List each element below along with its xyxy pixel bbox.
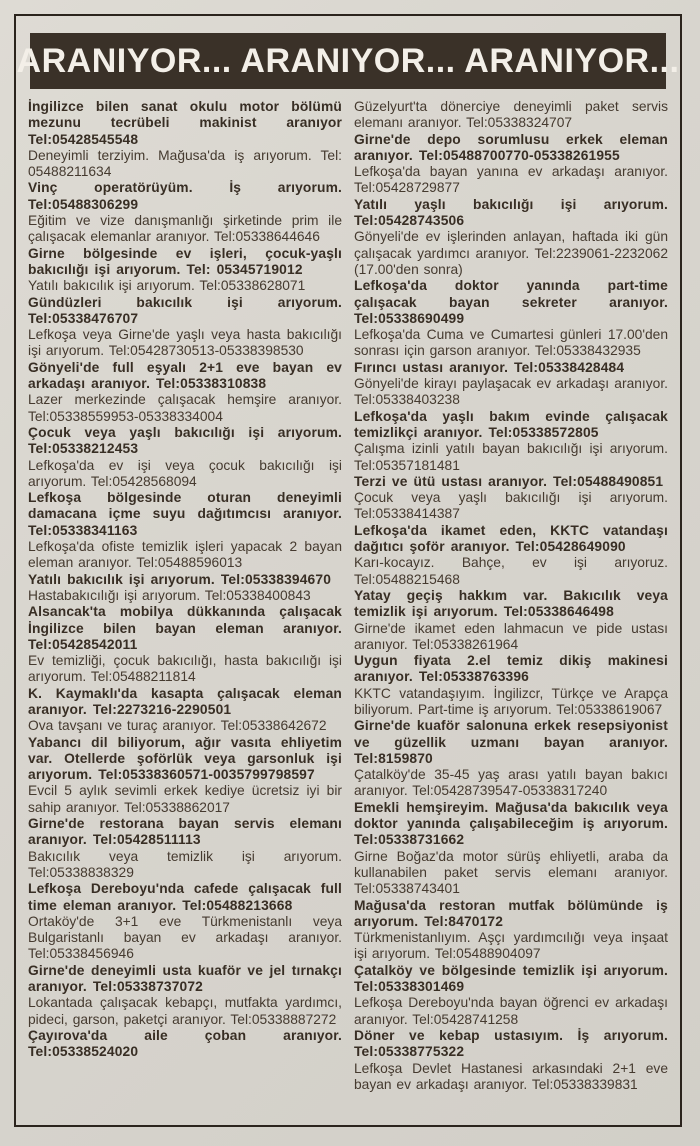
classified-ad: Lefkoşa bölgesinde oturan deneyimli damacana içme suyu dağıtımcısı aranıyor. Tel:05338341163 [28,490,342,538]
classified-ad: Yatılı yaşlı bakıcılığı işi arıyorum. Tel:05428743506 [354,196,668,229]
classified-ad: Uygun fiyata 2.el temiz dikiş makinesi aranıyor. Tel:05338763396 [354,653,668,685]
section-header [16,33,680,89]
right-column [354,99,668,1093]
classified-ad: Lokantada çalışacak kebapçı, mutfakta yardımcı, pideci, garson, paketçi aranıyor. Tel:05338887272 [28,995,342,1027]
classified-ad: Lefkoşa'da bayan yanına ev arkadaşı aranıyor. Tel:05428729877 [354,164,668,196]
classified-ad: Karı-kocayız. Bahçe, ev işi arıyoruz. Tel:05488215468 [354,555,668,587]
classified-ad: Yabancı dil biliyorum, ağır vasıta ehliyetim var. Otellerde şoförlük veya garsonluk işi arıyorum. Tel:05338360571-0035799798597 [28,734,342,783]
classified-ad: Lazer merkezinde çalışacak hemşire aranıyor. Tel:05338559953-05338334004 [28,392,342,424]
classified-ad: Evcil 5 aylık sevimli erkek kediye ücretsiz iyi bir sahip aranıyor. Tel:05338862017 [28,783,342,815]
classified-ad: Ova tavşanı ve turaç aranıyor. Tel:05338642672 [28,718,327,734]
classified-ad: Lefkoşa Dereboyu'nda bayan öğrenci ev arkadaşı aranıyor. Tel:05428741258 [354,995,668,1027]
classified-ad: Girne'de restorana bayan servis elemanı aranıyor. Tel:05428511113 [28,816,342,848]
classified-ad: Yatılı bakıcılık işi arıyorum. Tel:05338628071 [28,278,306,294]
classified-ad: Lefkoşa'da ofiste temizlik işleri yapacak 2 bayan eleman aranıyor. Tel:05488596013 [28,539,342,571]
classified-ad: Lefkoşa veya Girne'de yaşlı veya hasta bakıcılığı işi arıyorum. Tel:05428730513-05338398530 [28,327,342,359]
classified-ad: Çocuk veya yaşlı bakıcılığı işi arıyorum. Tel:05338414387 [354,490,668,522]
classified-ad: Girne bölgesinde ev işleri, çocuk-yaşlı bakıcılığı işi arıyorum. Tel: 05345719012 [28,245,342,277]
classified-ad: Lefkoşa Dereboyu'nda cafede çalışacak full time eleman aranıyor. Tel:05488213668 [28,881,342,913]
classified-ad: Yatılı bakıcılık işi arıyorum. Tel:05338394670 [28,571,332,587]
classified-ad: Eğitim ve vize danışmanlığı şirketinde prim ile çalışacak elemanlar aranıyor. Tel:05338644646 [28,213,342,245]
classified-ad: Girne Boğaz'da motor sürüş ehliyetli, araba da kullanabilen paket servis elemanı aranıyor. Tel:05338743401 [354,848,668,897]
classified-ad: Girne'de kuaför salonuna erkek resepsiyonist ve güzellik uzmanı bayan aranıyor. Tel:8159870 [354,718,668,766]
classified-ad: Emekli hemşireyim. Mağusa'da bakıcılık veya doktor yanında çalışabileceğim iş arıyorum. Tel:05338731662 [354,799,668,848]
classifieds-frame [14,14,682,1127]
classified-ad: Fırıncı ustası aranıyor. Tel:05338428484 [354,359,625,375]
classified-ad: Çatalköy ve bölgesinde temizlik işi arıyorum. Tel:05338301469 [354,962,668,995]
classified-ad: Lefkoşa'da ikamet eden, KKTC vatandaşı dağıtıcı şoför aranıyor. Tel:05428649090 [354,522,668,555]
classified-ad: İngilizce bilen sanat okulu motor bölümü mezunu tecrübeli makinist aranıyor Tel:05428545548 [28,99,342,147]
classified-ad: Gönyeli'de ev işlerinden anlayan, haftada iki gün çalışacak yardımcı aranıyor. Tel:2239061-2232062 (17.00'den sonra) [354,229,668,277]
classified-ad: Gönyeli'de full eşyalı 2+1 eve bayan ev arkadaşı aranıyor. Tel:05338310838 [28,359,342,392]
classified-ad: Mağusa'da restoran mutfak bölümünde iş arıyorum. Tel:8470172 [354,897,668,929]
classified-ad: Türkmenistanlıyım. Aşçı yardımcılığı veya inşaat işi arıyorum. Tel:05488904097 [354,930,668,962]
classified-ad: Çatalköy'de 35-45 yaş arası yatılı bayan bakıcı aranıyor. Tel:05428739547-05338317240 [354,767,668,799]
classified-ad: KKTC vatandaşıyım. İngilizcr, Türkçe ve Arapça biliyorum. Part-time iş arıyorum. Tel:05338619067 [354,685,668,717]
classified-ad: Girne'de deneyimli usta kuaför ve jel tırnakçı aranıyor. Tel:05338737072 [28,962,342,995]
classified-ad: Terzi ve ütü ustası aranıyor. Tel:05488490851 [354,473,664,489]
classified-ad: Girne'de ikamet eden lahmacun ve pide ustası aranıyor. Tel:05338261964 [354,620,668,652]
classified-ad: Çalışma izinli yatılı bayan bakıcılığı işi arıyorum. Tel:05357181481 [354,441,668,473]
classified-ad: Döner ve kebap ustasıyım. İş arıyorum. Tel:05338775322 [354,1027,668,1060]
classified-ad: Lefkoşa'da Cuma ve Cumartesi günleri 17.00'den sonrası için garson aranıyor. Tel:05338432935 [354,327,668,359]
classified-ad: Ortaköy'de 3+1 eve Türkmenistanlı veya Bulgaristanlı bayan ev arkadaşı aranıyor. Tel:05338456946 [28,913,342,962]
classified-ad: Yatay geçiş hakkım var. Bakıcılık veya temizlik işi arıyorum. Tel:05338646498 [354,587,668,620]
classified-ad: Alsancak'ta mobilya dükkanında çalışacak İngilizce bilen bayan eleman aranıyor. Tel:05428542011 [28,604,342,652]
classified-ad: K. Kaymaklı'da kasapta çalışacak eleman aranıyor. Tel:2273216-2290501 [28,685,342,717]
classified-ad: Lefkoşa'da ev işi veya çocuk bakıcılığı işi arıyorum. Tel:05428568094 [28,457,342,489]
classified-ad: Ev temizliği, çocuk bakıcılığı, hasta bakıcılığı işi arıyorum. Tel:05488211814 [28,653,342,685]
classified-ad: Çocuk veya yaşlı bakıcılığı işi arıyorum. Tel:05338212453 [28,424,342,457]
classified-ad: Lefkoşa'da doktor yanında part-time çalışacak bayan sekreter aranıyor. Tel:05338690499 [354,278,668,326]
classifieds-columns [16,99,680,1093]
classified-ad: Çayırova'da aile çoban aranıyor. Tel:05338524020 [28,1027,342,1060]
classified-ad: Gönyeli'de kirayı paylaşacak ev arkadaşı aranıyor. Tel:05338403238 [354,376,668,408]
left-column [28,99,342,1093]
classified-ad: Hastabakıcılığı işi arıyorum. Tel:05338400843 [28,587,311,603]
classified-ad: Gündüzleri bakıcılık işi arıyorum. Tel:05338476707 [28,294,342,326]
section-title: ARANIYOR... ARANIYOR... ARANIYOR... [16,41,680,80]
classified-ad: Bakıcılık veya temizlik işi arıyorum. Tel:05338838329 [28,848,342,880]
classified-ad: Deneyimli terziyim. Mağusa'da iş arıyorum. Tel: 05488211634 [28,147,342,180]
classified-ad: Güzelyurt'ta dönerciye deneyimli paket servis elemanı aranıyor. Tel:05338324707 [354,99,668,131]
classified-ad: Lefkoşa'da yaşlı bakım evinde çalışacak temizlikçi aranıyor. Tel:05338572805 [354,408,668,440]
classified-ad: Lefkoşa Devlet Hastanesi arkasındaki 2+1 eve bayan ev arkadaşı aranıyor. Tel:05338339831 [354,1060,668,1092]
classified-ad: Girne'de depo sorumlusu erkek eleman aranıyor. Tel:05488700770-05338261955 [354,131,668,163]
classified-ad: Vinç operatörüyüm. İş arıyorum. Tel:05488306299 [28,180,342,212]
